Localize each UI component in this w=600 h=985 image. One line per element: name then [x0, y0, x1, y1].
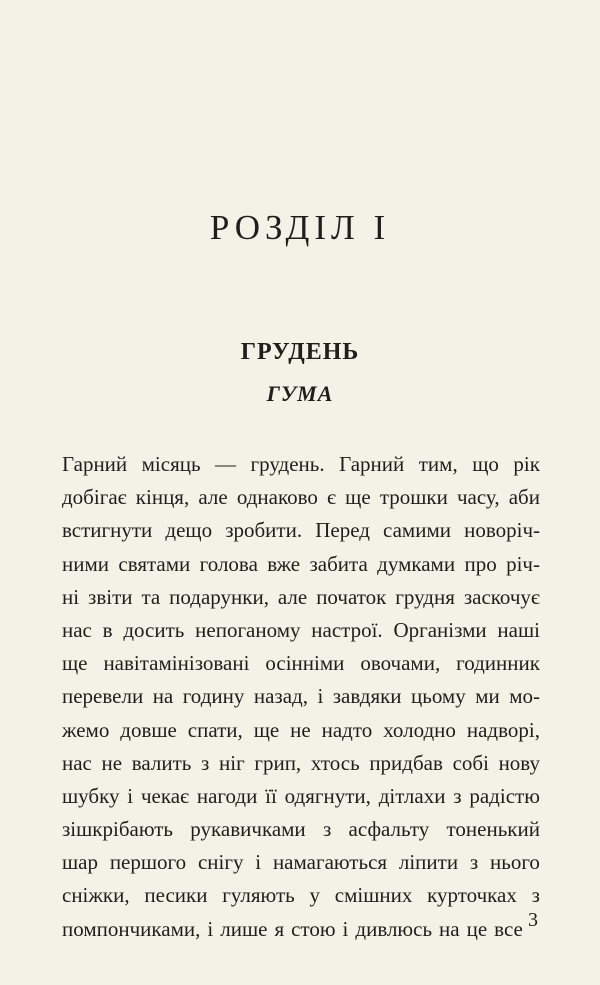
word: снігу: [197, 850, 244, 875]
word: дітлахи: [378, 783, 446, 808]
word: годинник: [456, 651, 540, 676]
word: рік: [513, 452, 540, 476]
word: непоганому: [195, 617, 301, 642]
word: її: [265, 783, 277, 808]
word: ліпити: [398, 850, 459, 875]
word: сніжки,: [62, 883, 130, 908]
word: все: [494, 916, 523, 941]
word: на: [439, 916, 460, 941]
body-text: [62, 448, 540, 946]
word: собі: [452, 750, 489, 775]
word: лише: [220, 916, 268, 941]
word: нагоди: [196, 783, 258, 808]
word: ми: [475, 684, 500, 709]
word: не: [290, 717, 311, 742]
word: забита: [309, 551, 368, 576]
word: місяць: [141, 452, 201, 476]
word: вже: [267, 551, 301, 576]
text-line: [62, 647, 540, 680]
word: стою: [291, 916, 336, 941]
word: гуляють: [222, 883, 295, 908]
word: назад,: [253, 684, 308, 709]
word: на: [152, 684, 174, 709]
word: ніг: [219, 750, 245, 775]
word: є: [327, 485, 337, 510]
word: зробити.: [225, 518, 303, 543]
word: початок: [316, 584, 387, 609]
word: однаково: [236, 485, 318, 510]
text-line: [62, 548, 540, 581]
word: песики: [144, 883, 208, 908]
text-line: [62, 514, 540, 547]
word: дещо: [165, 518, 213, 543]
word: тим,: [418, 452, 458, 476]
chapter-title: РОЗДІЛ І: [209, 208, 391, 247]
word: нас: [62, 750, 92, 775]
word: річ-: [506, 551, 540, 576]
text-line: [62, 747, 540, 780]
word: помпончиками,: [62, 916, 201, 941]
section-title: ГРУДЕНЬ: [240, 339, 360, 365]
word: хтось: [310, 750, 360, 775]
text-line: [62, 879, 540, 912]
word: голова: [199, 551, 258, 576]
word: з: [201, 750, 210, 775]
word: ні: [62, 584, 80, 609]
word: аби: [508, 485, 540, 510]
word: ще: [253, 717, 280, 742]
word: думками: [377, 551, 456, 576]
word: але: [277, 584, 308, 609]
text-line: [62, 913, 540, 946]
word: радістю: [469, 783, 540, 808]
word: самими: [383, 518, 451, 543]
word: це: [466, 916, 488, 941]
text-line: [62, 448, 540, 481]
word: про: [464, 551, 497, 576]
word: чекає: [140, 783, 190, 808]
word: осінніми: [265, 651, 345, 676]
word: з: [531, 883, 540, 908]
word: зішкрібають: [62, 817, 174, 842]
word: валить: [131, 750, 192, 775]
word: грудня: [395, 584, 455, 609]
word: Гарний: [339, 452, 405, 476]
word: нього: [490, 850, 540, 875]
word: досить: [123, 617, 185, 642]
word: не: [101, 750, 123, 775]
word: курточках: [427, 883, 517, 908]
word: ще: [345, 485, 371, 510]
word: жемо: [62, 717, 110, 742]
word: мо-: [509, 684, 540, 709]
text-line: [62, 846, 540, 879]
word: я: [274, 916, 285, 941]
word: холодно: [383, 717, 456, 742]
word: навітамінізовані: [103, 651, 250, 676]
word: грип,: [254, 750, 302, 775]
word: придбав: [369, 750, 443, 775]
subsection-title: ГУМА: [266, 381, 334, 406]
word: тоненький: [446, 817, 540, 842]
page-number: 3: [528, 909, 538, 931]
word: годину: [182, 684, 245, 709]
word: одягнути,: [284, 783, 371, 808]
word: і: [127, 783, 134, 808]
word: настрої.: [311, 617, 383, 642]
word: ними: [62, 551, 110, 576]
word: шубку: [62, 783, 120, 808]
word: Організми: [393, 617, 487, 642]
word: подарунки,: [169, 584, 269, 609]
word: і: [317, 684, 324, 709]
word: шар: [62, 850, 98, 875]
word: у: [309, 883, 320, 908]
word: спати,: [187, 717, 243, 742]
word: ще: [62, 651, 88, 676]
word: добігає: [62, 485, 127, 510]
word: грудень.: [250, 452, 325, 476]
word: встигнути: [62, 518, 153, 543]
word: з: [469, 850, 479, 875]
word: овочами,: [360, 651, 441, 676]
word: намагаються: [272, 850, 388, 875]
text-line: [62, 481, 540, 514]
word: Перед: [315, 518, 370, 543]
word: звіти: [88, 584, 133, 609]
word: кінця,: [135, 485, 190, 510]
word: і: [207, 916, 214, 941]
word: трошки: [379, 485, 448, 510]
word: перевели: [62, 684, 144, 709]
word: асфальту: [348, 817, 430, 842]
word: завдяки: [332, 684, 402, 709]
text-line: [62, 581, 540, 614]
word: смішних: [334, 883, 413, 908]
word: і: [342, 916, 349, 941]
text-line: [62, 813, 540, 846]
word: що: [472, 452, 499, 476]
text-line: [62, 680, 540, 713]
text-line: [62, 614, 540, 647]
word: першого: [109, 850, 187, 875]
word: дивлюсь: [355, 916, 433, 941]
word: Гарний: [62, 452, 128, 476]
word: довше: [120, 717, 177, 742]
word: часу,: [457, 485, 500, 510]
word: наші: [497, 617, 540, 642]
word: нову: [498, 750, 540, 775]
word: з: [453, 783, 462, 808]
text-line: [62, 714, 540, 747]
word: але: [198, 485, 228, 510]
word: та: [141, 584, 161, 609]
text-line: [62, 780, 540, 813]
word: з: [322, 817, 332, 842]
word: в: [102, 617, 113, 642]
word: надто: [321, 717, 373, 742]
word: нас: [62, 617, 92, 642]
word: рукавичками: [190, 817, 306, 842]
word: —: [215, 452, 237, 476]
word: новоріч-: [464, 518, 540, 543]
word: цьому: [411, 684, 466, 709]
word: надворі,: [466, 717, 540, 742]
word: святами: [118, 551, 191, 576]
word: і: [255, 850, 262, 875]
word: заскочує: [463, 584, 540, 609]
